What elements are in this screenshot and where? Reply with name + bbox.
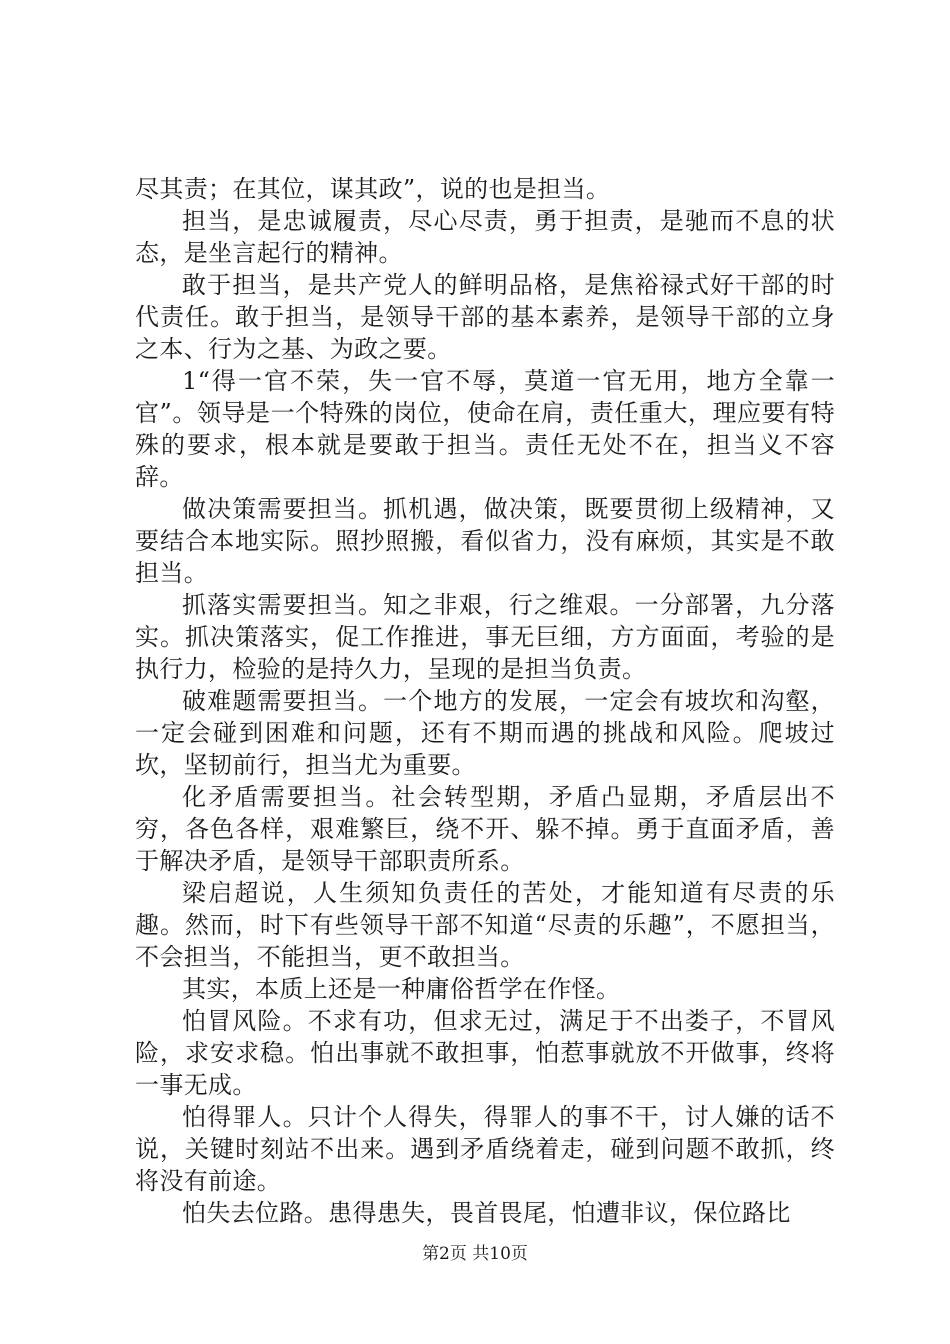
paragraph: 尽其责；在其位，谋其政”，说的也是担当。	[135, 175, 611, 203]
paragraph: 梁启超说，人生须知负责任的苦处，才能知道有尽责的乐趣。然而，时下有些领导干部不知道“尽责的乐趣”，不愿担当，不会担当，不能担当，更不敢担当。	[135, 879, 835, 971]
paragraph: 化矛盾需要担当。社会转型期，矛盾凸显期，矛盾层出不穷，各色各样，艰难繁巨，绕不开、躲不掉。勇于直面矛盾，善于解决矛盾，是领导干部职责所系。	[135, 783, 835, 875]
paragraph: 1“得一官不荣，失一官不辱，莫道一官无用，地方全靠一官”。领导是一个特殊的岗位，使命在肩，责任重大，理应要有特殊的要求，根本就是要敢于担当。责任无处不在，担当义不容辞。	[135, 367, 835, 491]
paragraph: 破难题需要担当。一个地方的发展，一定会有坡坎和沟壑，一定会碰到困难和问题，还有不期而遇的挑战和风险。爬坡过坎，坚韧前行，担当尤为重要。	[135, 687, 835, 779]
paragraph: 怕失去位路。患得患失，畏首畏尾，怕遭非议，保位路比	[182, 1199, 791, 1227]
page-number-footer: 第2页 共10页	[422, 1244, 528, 1264]
paragraph: 做决策需要担当。抓机遇，做决策，既要贯彻上级精神，又要结合本地实际。照抄照搬，看似省力，没有麻烦，其实是不敢担当。	[135, 495, 835, 587]
paragraph: 怕得罪人。只计个人得失，得罪人的事不干，讨人嫌的话不说，关键时刻站不出来。遇到矛盾绕着走，碰到问题不敢抓，终将没有前途。	[135, 1103, 835, 1195]
body-text	[135, 173, 835, 1229]
paragraph: 敢于担当，是共产党人的鲜明品格，是焦裕禄式好干部的时代责任。敢于担当，是领导干部的基本素养，是领导干部的立身之本、行为之基、为政之要。	[135, 271, 835, 363]
paragraph: 担当，是忠诚履责，尽心尽责，勇于担责，是驰而不息的状态，是坐言起行的精神。	[135, 207, 835, 267]
paragraph: 抓落实需要担当。知之非艰，行之维艰。一分部署，九分落实。抓决策落实，促工作推进，事无巨细，方方面面，考验的是执行力，检验的是持久力，呈现的是担当负责。	[135, 591, 835, 683]
paragraph: 怕冒风险。不求有功，但求无过，满足于不出娄子，不冒风险，求安求稳。怕出事就不敢担事，怕惹事就放不开做事，终将一事无成。	[135, 1007, 835, 1099]
paragraph: 其实，本质上还是一种庸俗哲学在作怪。	[182, 975, 621, 1003]
